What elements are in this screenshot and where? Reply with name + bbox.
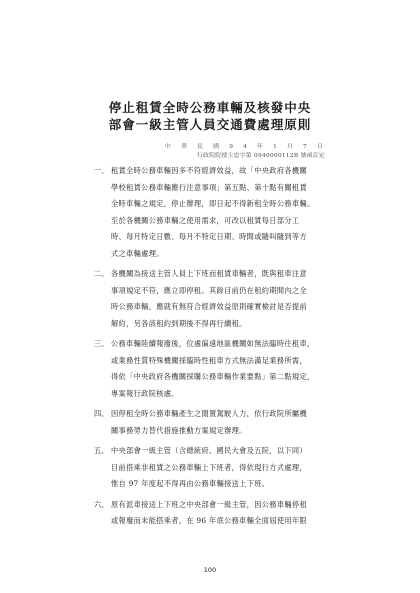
document-title-line1: 停止租賃全時公務車輛及核發中央: [108, 100, 312, 115]
issue-date: 中 華 民 國 9 4 年 1 月 7 日: [165, 144, 327, 150]
document-title-line2: 部會一級主管人員交通費處理原則: [108, 117, 312, 132]
provision-text-line: 至於各機關公務車輛之使用需求，可改以租賃每日部分工: [111, 215, 300, 225]
provision-text-line: 因停租全時公務車輛產生之閒置駕駛人力，依行政院所屬機: [111, 409, 307, 418]
provision-item: [94, 163, 320, 262]
provision-number: 四、: [94, 409, 109, 418]
page-number: 100: [203, 566, 217, 574]
provision-number: 三、: [94, 339, 109, 348]
provision-number: 二、: [94, 269, 109, 278]
provision-item: [94, 266, 320, 332]
provision-text-line: 公務車輛陸續報廢後，位處偏遠地區機關如無法臨時往租車，: [111, 339, 315, 348]
provision-text-line: 式之車輛處理。: [111, 248, 164, 258]
provision-item: [94, 336, 320, 402]
provision-number: 六、: [94, 499, 109, 509]
provision-item: [94, 406, 320, 439]
provision-text-line: 關事務勞力替代措施推動方案規定辦理。: [111, 425, 247, 435]
provision-text-line: 原有派車接送上下班之中央部會一級主管，因公務車輛停租: [111, 499, 307, 509]
provision-text-line: 各機關為接送主管人員上下班而租賃車輛者，既與租車注意: [111, 269, 307, 278]
provision-number: 五、: [94, 446, 109, 455]
provision-text-line: 時、每月特定日數、每月不特定日期、時間或隨叫隨到等方: [111, 232, 307, 241]
provision-text-line: 學校租賃公務車輛應行注意事項」第五點、第十點有關租賃: [111, 182, 307, 192]
provision-number: 一、: [94, 166, 109, 175]
provision-text-line: 目前搭乘非租賃之公務車輛上下班者，得依現行方式處理，: [111, 462, 307, 472]
provision-text-line: 解約，另各該租約到期後不得再行續租。: [111, 318, 247, 328]
provision-list: [94, 163, 320, 534]
provision-text-line: 專案報行政院核處。: [111, 388, 179, 398]
provision-text-line: 全時車輛之規定，停止辦理，即日起不得新租全時公務車輛。: [111, 199, 315, 208]
provision-text-line: 得依「中央政府各機關採購公務車輛作業要點」第二點規定，: [111, 372, 315, 381]
provision-text-line: 事項規定不符，應立即停租。其餘目前仍在租約期間內之全: [111, 285, 307, 295]
provision-text-line: 時公務車輛，應就有無符合經濟效益原則確實檢討是否提前: [111, 302, 307, 311]
provision-text-line: 或業務性質特殊機關採臨時性租車方式無法滿足業務所需，: [111, 355, 307, 365]
provision-text-line: 惟自 97 年度起不得再由公務車輛接送上下班。: [111, 479, 270, 488]
provision-text-line: 或報廢而未能搭乘者，在 96 年底公務車輛全面屆使用年限: [111, 516, 308, 525]
provision-text-line: 租賃全時公務車輛因多不符經濟效益，故「中央政府各機關: [111, 166, 307, 175]
provision-item: [94, 497, 320, 530]
provision-text-line: 中央部會一級主管（含總統府、國民大會及五院，以下同）: [111, 446, 307, 455]
provision-item: [94, 443, 320, 493]
reference-number: 行政院院授主忠字第 0940000112B 號函訂定: [197, 153, 325, 159]
